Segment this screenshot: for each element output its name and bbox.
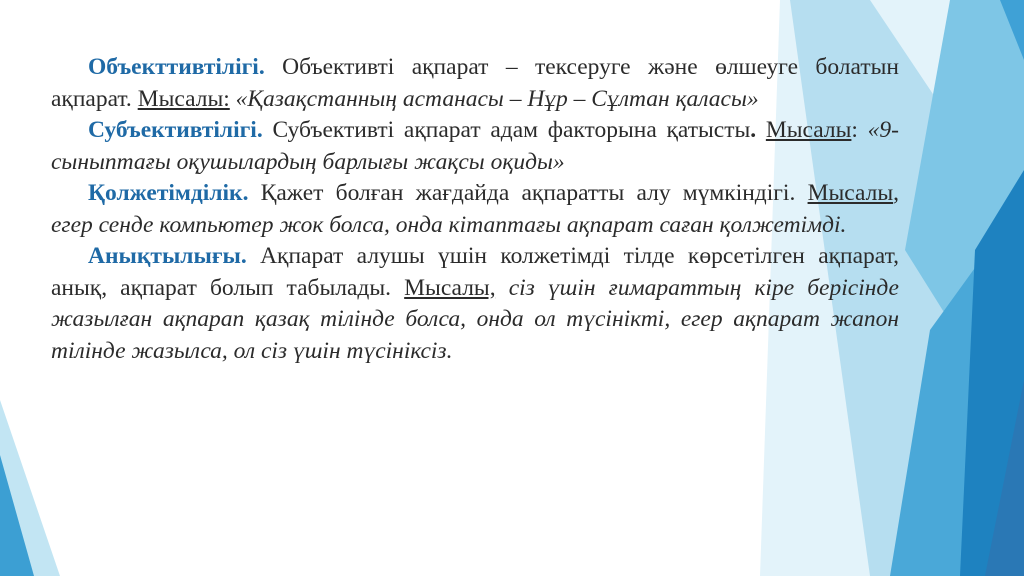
example-accessibility: егер сенде компьютер жок болса, онда кітаптағы ақпарат саған қолжетімді [51, 211, 841, 238]
example-label: Мысалы [765, 117, 852, 143]
term-clarity: Анықтылығы. [88, 243, 247, 269]
example-clarity: сіз үшін ғимараттың кіре берісінде жазылған ақпарап қазақ тілінде болса, онда ол түсінікті, егер ақпарат жапон тілінде жазылса, ол сіз үшін түсініксіз. [51, 274, 899, 364]
example-separator: , [893, 180, 899, 206]
term-accessibility: Қолжетімділік. [88, 180, 249, 206]
term-subjectivity: Субъективтілігі. [88, 117, 263, 143]
example-label: Мысалы, [404, 274, 496, 301]
example-label: Мысалы [807, 180, 894, 206]
definition-clarity: Ақпарат алушы үшін колжетімді тілде көрсетілген ақпарат, анық, ақпарат болып табылады. [51, 243, 899, 301]
paragraph-objectivity [51, 52, 899, 115]
definition-subjectivity: Субъективті ақпарат адам факторына қатысты [262, 117, 751, 143]
example-subjectivity: «9- сыныптағы оқушылардың барлығы жақсы оқиды» [51, 117, 899, 175]
definition-accessibility: Қажет болған жағдайда ақпаратты алу мүмкіндігі. [248, 180, 808, 206]
example-separator: : [851, 117, 868, 143]
paragraph-clarity [51, 241, 899, 367]
term-objectivity: Объекттивтілігі. [88, 54, 265, 80]
definition-end-mark: . [750, 117, 757, 143]
example-end-mark: . [840, 211, 847, 238]
example-label: Мысалы: [137, 85, 230, 112]
slide-body [51, 52, 899, 367]
paragraph-subjectivity [51, 115, 899, 178]
paragraph-accessibility [51, 178, 899, 241]
example-separator [496, 275, 509, 301]
example-objectivity: «Қазақстанның астанасы – Нұр – Сұлтан қаласы» [235, 85, 759, 112]
definition-objectivity: Объективті ақпарат – тексеруге және өлшеуге болатын ақпарат. [51, 54, 899, 112]
